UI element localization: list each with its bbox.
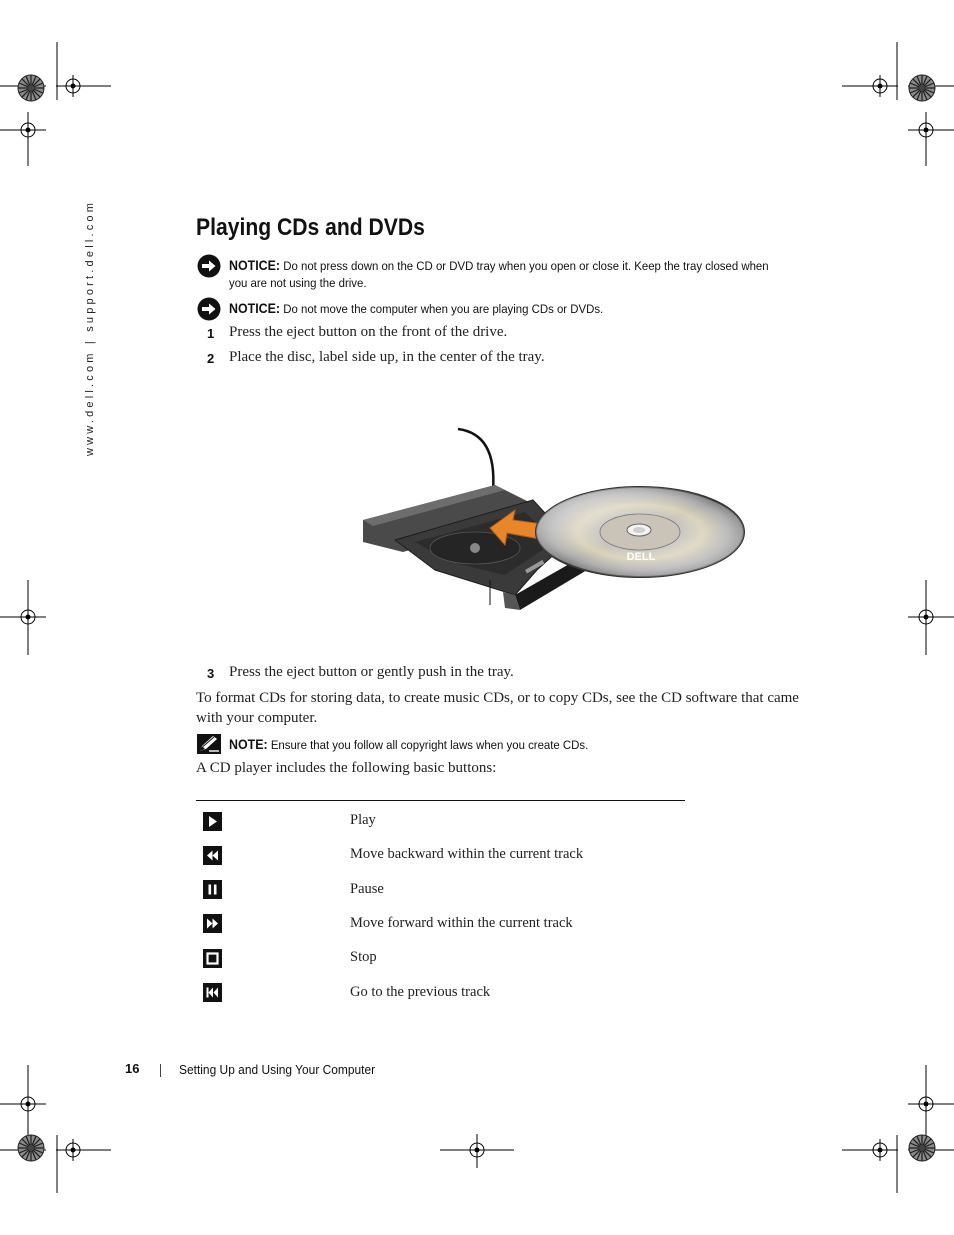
stop-icon <box>203 949 222 968</box>
table-top-rule <box>196 800 685 801</box>
footer-section-title: Setting Up and Using Your Computer <box>179 1062 376 1077</box>
control-label-stop: Stop <box>350 949 377 965</box>
control-label-pause: Pause <box>350 881 384 897</box>
notice-arrow-icon <box>197 297 221 321</box>
control-label-fast-forward: Move forward within the current track <box>350 915 573 931</box>
note-pencil-icon <box>197 734 221 754</box>
notice-arrow-icon <box>197 254 221 278</box>
footer-separator <box>160 1064 161 1077</box>
step-1-text: Press the eject button on the front of the drive. <box>229 324 508 340</box>
format-paragraph: To format CDs for storing data, to create music CDs, or to copy CDs, see the CD software that came with your computer. <box>196 690 799 726</box>
notice-2 <box>229 300 781 318</box>
cd-tray-illustration <box>355 420 750 620</box>
disc-logo-text: DELL <box>626 551 656 563</box>
note-text: Ensure that you follow all copyright laws when you create CDs. <box>270 738 589 752</box>
fast-forward-icon <box>203 914 222 933</box>
control-label-previous-track: Go to the previous track <box>350 984 491 1000</box>
page-title: Playing CDs and DVDs <box>196 214 425 241</box>
step-1-number: 1 <box>207 326 215 341</box>
notice-1-text: Do not press down on the CD or DVD tray when you open or close it. Keep the tray closed when you are not using the drive. <box>229 259 769 290</box>
previous-track-icon <box>203 983 222 1002</box>
step-3-number: 3 <box>207 666 215 681</box>
step-2-text: Place the disc, label side up, in the center of the tray. <box>229 349 545 365</box>
sidebar-url: www.dell.com | support.dell.com <box>84 199 96 456</box>
step-2-number: 2 <box>207 351 215 366</box>
play-icon <box>203 812 222 831</box>
pause-icon <box>203 880 222 899</box>
notice-2-text: Do not move the computer when you are playing CDs or DVDs. <box>283 302 604 316</box>
buttons-intro: A CD player includes the following basic buttons: <box>196 760 497 776</box>
step-3-text: Press the eject button or gently push in the tray. <box>229 664 514 680</box>
page-number: 16 <box>125 1061 140 1076</box>
note-label: NOTE: <box>229 737 268 752</box>
control-label-play: Play <box>350 812 376 828</box>
control-label-rewind: Move backward within the current track <box>350 846 584 862</box>
notice-1 <box>229 257 781 292</box>
note <box>229 736 781 754</box>
rewind-icon <box>203 846 222 865</box>
notice-1-label: NOTICE: <box>229 258 281 273</box>
notice-2-label: NOTICE: <box>229 301 281 316</box>
